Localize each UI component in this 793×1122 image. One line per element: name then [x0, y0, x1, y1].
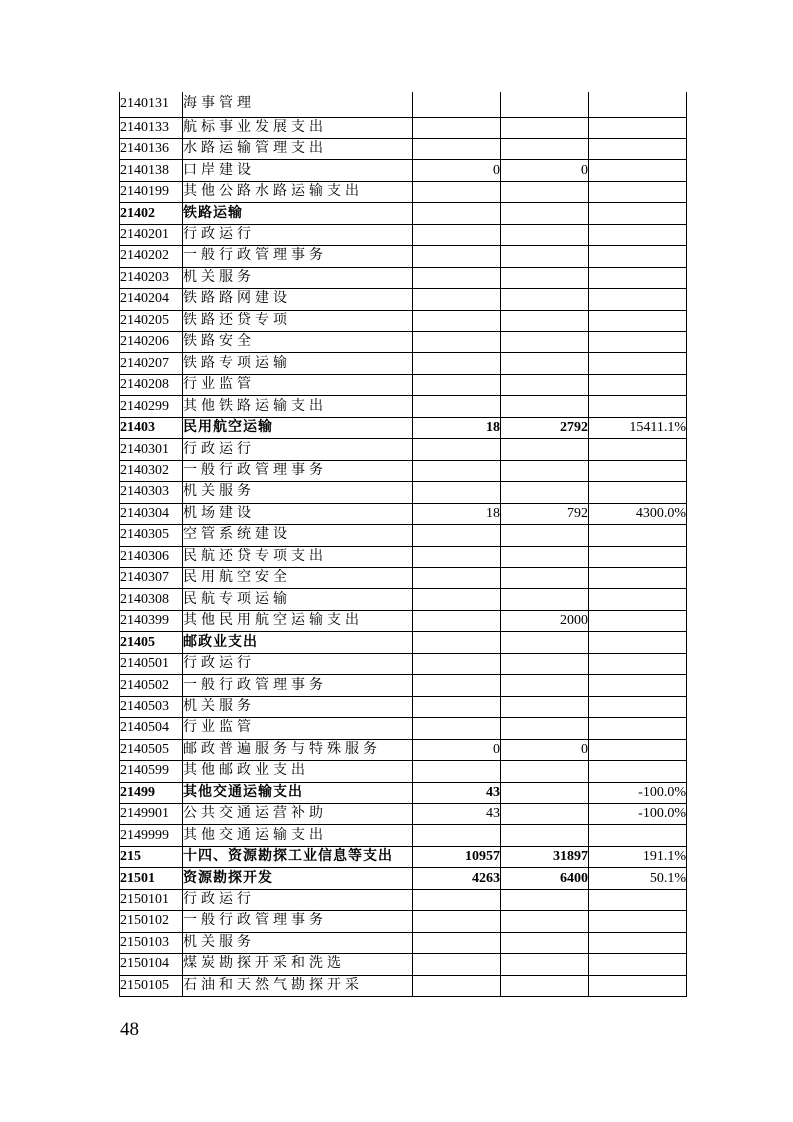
cell-category-name: 机关服务 [183, 267, 413, 288]
cell-budget-code: 2140301 [120, 439, 183, 460]
cell-budget-code: 21402 [120, 203, 183, 224]
cell-value-1 [413, 267, 501, 288]
cell-percent-change [589, 568, 687, 589]
page-number: 48 [120, 1019, 139, 1040]
cell-budget-code: 2140138 [120, 160, 183, 181]
table-row [120, 675, 687, 696]
cell-value-2 [501, 889, 589, 910]
budget-table-body [120, 92, 687, 997]
cell-percent-change [589, 525, 687, 546]
cell-value-1 [413, 224, 501, 245]
cell-value-1 [413, 610, 501, 631]
cell-percent-change [589, 911, 687, 932]
cell-percent-change [589, 653, 687, 674]
cell-budget-code: 2140203 [120, 267, 183, 288]
table-row [120, 653, 687, 674]
cell-category-name: 行政运行 [183, 653, 413, 674]
cell-budget-code: 2140199 [120, 181, 183, 202]
cell-percent-change [589, 739, 687, 760]
cell-budget-code: 2140505 [120, 739, 183, 760]
table-row [120, 353, 687, 374]
cell-category-name: 航标事业发展支出 [183, 117, 413, 138]
table-row [120, 224, 687, 245]
cell-budget-code: 2140208 [120, 374, 183, 395]
cell-category-name: 机场建设 [183, 503, 413, 524]
table-row [120, 718, 687, 739]
cell-category-name: 民用航空运输 [183, 417, 413, 438]
table-row [120, 460, 687, 481]
cell-percent-change [589, 954, 687, 975]
cell-percent-change [589, 353, 687, 374]
cell-value-2: 0 [501, 739, 589, 760]
cell-category-name: 其他民用航空运输支出 [183, 610, 413, 631]
cell-percent-change [589, 482, 687, 503]
cell-budget-code: 2149999 [120, 825, 183, 846]
cell-percent-change [589, 718, 687, 739]
cell-percent-change [589, 246, 687, 267]
cell-value-1 [413, 696, 501, 717]
cell-value-1 [413, 92, 501, 117]
cell-value-1: 4263 [413, 868, 501, 889]
cell-value-2 [501, 332, 589, 353]
cell-budget-code: 2150103 [120, 932, 183, 953]
cell-budget-code: 2140599 [120, 761, 183, 782]
cell-budget-code: 21501 [120, 868, 183, 889]
table-row [120, 160, 687, 181]
cell-value-2 [501, 289, 589, 310]
table-row [120, 632, 687, 653]
cell-budget-code: 2140302 [120, 460, 183, 481]
cell-value-2 [501, 804, 589, 825]
cell-category-name: 行业监管 [183, 718, 413, 739]
table-row [120, 525, 687, 546]
table-row [120, 761, 687, 782]
cell-budget-code: 2140399 [120, 610, 183, 631]
table-row [120, 782, 687, 803]
cell-category-name: 行业监管 [183, 374, 413, 395]
table-row [120, 267, 687, 288]
table-row [120, 117, 687, 138]
table-row [120, 911, 687, 932]
table-row [120, 932, 687, 953]
cell-budget-code: 21499 [120, 782, 183, 803]
cell-category-name: 机关服务 [183, 932, 413, 953]
cell-budget-code: 215 [120, 846, 183, 867]
cell-value-1 [413, 825, 501, 846]
cell-category-name: 水路运输管理支出 [183, 138, 413, 159]
cell-category-name: 公共交通运营补助 [183, 804, 413, 825]
cell-budget-code: 21405 [120, 632, 183, 653]
cell-budget-code: 2140502 [120, 675, 183, 696]
cell-category-name: 民航还贷专项支出 [183, 546, 413, 567]
cell-value-2: 792 [501, 503, 589, 524]
cell-percent-change [589, 203, 687, 224]
cell-value-2 [501, 224, 589, 245]
cell-value-1 [413, 246, 501, 267]
table-row [120, 138, 687, 159]
cell-budget-code: 2149901 [120, 804, 183, 825]
cell-value-1 [413, 589, 501, 610]
table-row [120, 825, 687, 846]
cell-percent-change [589, 610, 687, 631]
cell-value-1: 0 [413, 160, 501, 181]
cell-value-1 [413, 203, 501, 224]
cell-value-1 [413, 374, 501, 395]
cell-value-2 [501, 246, 589, 267]
cell-category-name: 铁路运输 [183, 203, 413, 224]
cell-percent-change [589, 310, 687, 331]
cell-value-1 [413, 632, 501, 653]
cell-value-2 [501, 460, 589, 481]
cell-category-name: 铁路安全 [183, 332, 413, 353]
cell-value-2: 6400 [501, 868, 589, 889]
table-row [120, 482, 687, 503]
cell-percent-change [589, 138, 687, 159]
cell-value-1 [413, 889, 501, 910]
cell-percent-change [589, 825, 687, 846]
table-row [120, 954, 687, 975]
cell-category-name: 机关服务 [183, 482, 413, 503]
cell-value-2 [501, 546, 589, 567]
table-row [120, 696, 687, 717]
cell-percent-change [589, 889, 687, 910]
cell-value-1: 18 [413, 417, 501, 438]
table-row [120, 396, 687, 417]
cell-value-2 [501, 675, 589, 696]
cell-value-2 [501, 181, 589, 202]
cell-category-name: 口岸建设 [183, 160, 413, 181]
cell-value-2 [501, 782, 589, 803]
cell-budget-code: 2140299 [120, 396, 183, 417]
cell-category-name: 机关服务 [183, 696, 413, 717]
cell-value-2: 2000 [501, 610, 589, 631]
cell-category-name: 一般行政管理事务 [183, 246, 413, 267]
cell-budget-code: 2140202 [120, 246, 183, 267]
cell-percent-change [589, 632, 687, 653]
cell-category-name: 其他公路水路运输支出 [183, 181, 413, 202]
cell-value-2 [501, 589, 589, 610]
cell-value-1 [413, 653, 501, 674]
cell-budget-code: 2140305 [120, 525, 183, 546]
cell-budget-code: 2140204 [120, 289, 183, 310]
cell-value-2 [501, 761, 589, 782]
cell-value-2 [501, 203, 589, 224]
cell-value-1: 18 [413, 503, 501, 524]
cell-value-2 [501, 482, 589, 503]
cell-value-2 [501, 718, 589, 739]
cell-value-2 [501, 653, 589, 674]
table-row [120, 439, 687, 460]
table-row [120, 92, 687, 117]
cell-budget-code: 2140131 [120, 92, 183, 117]
cell-percent-change [589, 332, 687, 353]
cell-percent-change [589, 160, 687, 181]
cell-value-1 [413, 181, 501, 202]
cell-percent-change [589, 975, 687, 996]
cell-value-2 [501, 568, 589, 589]
cell-value-2 [501, 932, 589, 953]
table-row [120, 868, 687, 889]
cell-budget-code: 2140503 [120, 696, 183, 717]
table-row [120, 310, 687, 331]
cell-budget-code: 2140303 [120, 482, 183, 503]
cell-category-name: 行政运行 [183, 889, 413, 910]
cell-category-name: 十四、资源勘探工业信息等支出 [183, 846, 413, 867]
cell-value-2 [501, 353, 589, 374]
cell-percent-change: -100.0% [589, 782, 687, 803]
cell-category-name: 民航专项运输 [183, 589, 413, 610]
table-row [120, 332, 687, 353]
cell-value-1 [413, 396, 501, 417]
cell-percent-change [589, 374, 687, 395]
table-row [120, 739, 687, 760]
cell-value-1 [413, 439, 501, 460]
cell-value-1 [413, 911, 501, 932]
cell-value-1 [413, 332, 501, 353]
cell-value-2 [501, 138, 589, 159]
cell-budget-code: 2140133 [120, 117, 183, 138]
cell-percent-change [589, 932, 687, 953]
cell-budget-code: 2140136 [120, 138, 183, 159]
table-row [120, 804, 687, 825]
cell-category-name: 一般行政管理事务 [183, 911, 413, 932]
cell-value-1: 0 [413, 739, 501, 760]
cell-category-name: 其他交通运输支出 [183, 782, 413, 803]
table-row [120, 589, 687, 610]
table-row [120, 889, 687, 910]
cell-percent-change [589, 589, 687, 610]
cell-value-1 [413, 310, 501, 331]
cell-value-1 [413, 761, 501, 782]
table-row [120, 246, 687, 267]
cell-budget-code: 2140307 [120, 568, 183, 589]
table-row [120, 846, 687, 867]
cell-value-2 [501, 374, 589, 395]
cell-value-1 [413, 675, 501, 696]
table-row [120, 181, 687, 202]
cell-budget-code: 2150104 [120, 954, 183, 975]
cell-category-name: 铁路专项运输 [183, 353, 413, 374]
cell-category-name: 铁路路网建设 [183, 289, 413, 310]
cell-percent-change [589, 92, 687, 117]
cell-value-2 [501, 267, 589, 288]
table-row [120, 203, 687, 224]
cell-value-1 [413, 525, 501, 546]
table-row [120, 417, 687, 438]
cell-percent-change: -100.0% [589, 804, 687, 825]
cell-budget-code: 2140308 [120, 589, 183, 610]
cell-category-name: 海事管理 [183, 92, 413, 117]
cell-budget-code: 2140501 [120, 653, 183, 674]
table-row [120, 568, 687, 589]
cell-percent-change [589, 267, 687, 288]
cell-category-name: 行政运行 [183, 439, 413, 460]
cell-percent-change [589, 396, 687, 417]
cell-percent-change: 15411.1% [589, 417, 687, 438]
cell-category-name: 铁路还贷专项 [183, 310, 413, 331]
cell-value-1 [413, 546, 501, 567]
cell-value-2 [501, 310, 589, 331]
cell-category-name: 邮政普遍服务与特殊服务 [183, 739, 413, 760]
cell-value-2 [501, 117, 589, 138]
cell-value-1 [413, 117, 501, 138]
cell-category-name: 石油和天然气勘探开采 [183, 975, 413, 996]
cell-percent-change: 50.1% [589, 868, 687, 889]
cell-budget-code: 2140206 [120, 332, 183, 353]
cell-budget-code: 2150102 [120, 911, 183, 932]
cell-category-name: 煤炭勘探开采和洗选 [183, 954, 413, 975]
cell-percent-change [589, 675, 687, 696]
cell-budget-code: 2140504 [120, 718, 183, 739]
cell-value-2 [501, 954, 589, 975]
cell-percent-change [589, 289, 687, 310]
cell-value-1: 43 [413, 782, 501, 803]
cell-percent-change: 191.1% [589, 846, 687, 867]
cell-budget-code: 2140207 [120, 353, 183, 374]
cell-category-name: 一般行政管理事务 [183, 460, 413, 481]
cell-budget-code: 2140306 [120, 546, 183, 567]
cell-percent-change [589, 460, 687, 481]
cell-category-name: 行政运行 [183, 224, 413, 245]
cell-value-2 [501, 396, 589, 417]
table-row [120, 374, 687, 395]
cell-value-2: 31897 [501, 846, 589, 867]
cell-value-1: 10957 [413, 846, 501, 867]
cell-percent-change [589, 181, 687, 202]
cell-value-2 [501, 92, 589, 117]
cell-percent-change [589, 696, 687, 717]
cell-budget-code: 2150101 [120, 889, 183, 910]
cell-budget-code: 2140304 [120, 503, 183, 524]
table-row [120, 975, 687, 996]
cell-value-2: 0 [501, 160, 589, 181]
cell-value-1 [413, 460, 501, 481]
cell-value-1 [413, 568, 501, 589]
cell-percent-change [589, 224, 687, 245]
cell-value-2 [501, 975, 589, 996]
cell-percent-change: 4300.0% [589, 503, 687, 524]
table-row [120, 610, 687, 631]
cell-value-2 [501, 525, 589, 546]
cell-value-1 [413, 482, 501, 503]
cell-value-2 [501, 696, 589, 717]
cell-percent-change [589, 439, 687, 460]
cell-budget-code: 2140201 [120, 224, 183, 245]
cell-value-1 [413, 289, 501, 310]
cell-category-name: 邮政业支出 [183, 632, 413, 653]
cell-category-name: 民用航空安全 [183, 568, 413, 589]
cell-value-2 [501, 911, 589, 932]
cell-category-name: 资源勘探开发 [183, 868, 413, 889]
cell-value-2 [501, 439, 589, 460]
cell-budget-code: 2150105 [120, 975, 183, 996]
cell-value-1: 43 [413, 804, 501, 825]
table-row [120, 289, 687, 310]
cell-category-name: 空管系统建设 [183, 525, 413, 546]
cell-value-2 [501, 825, 589, 846]
cell-category-name: 一般行政管理事务 [183, 675, 413, 696]
cell-budget-code: 21403 [120, 417, 183, 438]
table-row [120, 546, 687, 567]
cell-percent-change [589, 117, 687, 138]
cell-value-2 [501, 632, 589, 653]
cell-value-1 [413, 932, 501, 953]
cell-percent-change [589, 761, 687, 782]
cell-category-name: 其他邮政业支出 [183, 761, 413, 782]
cell-category-name: 其他交通运输支出 [183, 825, 413, 846]
cell-value-1 [413, 975, 501, 996]
table-row [120, 503, 687, 524]
cell-value-1 [413, 954, 501, 975]
cell-percent-change [589, 546, 687, 567]
cell-value-2: 2792 [501, 417, 589, 438]
cell-value-1 [413, 138, 501, 159]
cell-value-1 [413, 718, 501, 739]
cell-value-1 [413, 353, 501, 374]
cell-budget-code: 2140205 [120, 310, 183, 331]
cell-category-name: 其他铁路运输支出 [183, 396, 413, 417]
budget-table [119, 92, 687, 997]
